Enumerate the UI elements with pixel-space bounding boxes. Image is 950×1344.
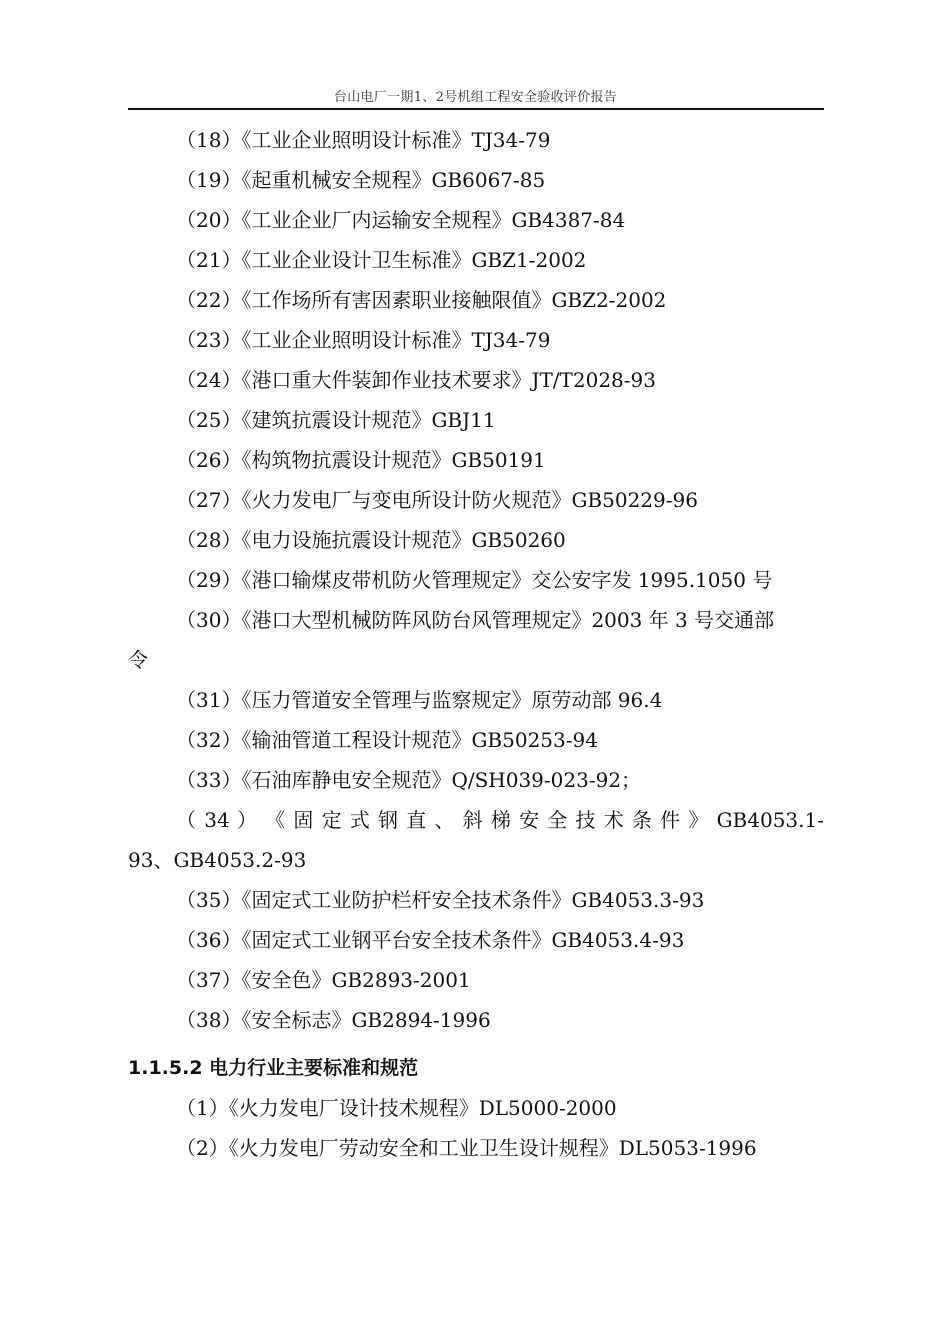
page-header: 台山电厂一期1、2号机组工程安全验收评价报告	[333, 90, 618, 105]
list-item: （21）《工业企业设计卫生标准》GBZ1-2002	[176, 248, 587, 272]
standards-list	[128, 120, 824, 1168]
list-item: （18）《工业企业照明设计标准》TJ34-79	[176, 128, 551, 152]
header-rule	[128, 108, 824, 110]
list-item: （29）《港口输煤皮带机防火管理规定》交公安字发 1995.1050 号	[176, 568, 773, 592]
list-item: （33）《石油库静电安全规范》Q/SH039-023-92；	[176, 768, 642, 792]
list-item: （19）《起重机械安全规程》GB6067-85	[176, 168, 546, 192]
list-item: （24）《港口重大件装卸作业技术要求》JT/T2028-93	[176, 368, 656, 392]
list-item: （25）《建筑抗震设计规范》GBJ11	[176, 408, 496, 432]
list-item: （26）《构筑物抗震设计规范》GB50191	[176, 448, 546, 472]
list-item: （36）《固定式工业钢平台安全技术条件》GB4053.4-93	[176, 928, 685, 952]
list-item: （23）《工业企业照明设计标准》TJ34-79	[176, 328, 551, 352]
list-item: （22）《工作场所有害因素职业接触限值》GBZ2-2002	[176, 288, 667, 312]
list-item: （38）《安全标志》GB2894-1996	[176, 1008, 491, 1032]
list-item: （28）《电力设施抗震设计规范》GB50260	[176, 528, 566, 552]
list-item: （31）《压力管道安全管理与监察规定》原劳动部 96.4	[176, 688, 663, 712]
list-item-34-line2: 93、GB4053.2-93	[128, 848, 307, 872]
list-item-30-line2: 令	[128, 648, 148, 672]
list-item-34-line1: （ 34 ） 《 固 定 式 钢 直 、 斜 梯 安 全 技 术 条 件 》 GB4053.1-	[176, 808, 824, 832]
list-item: （37）《安全色》GB2893-2001	[176, 968, 471, 992]
list-item: （35）《固定式工业防护栏杆安全技术条件》GB4053.3-93	[176, 888, 705, 912]
list-item: （32）《输油管道工程设计规范》GB50253-94	[176, 728, 598, 752]
list-item: （20）《工业企业厂内运输安全规程》GB4387-84	[176, 208, 626, 232]
list-item: （1）《火力发电厂设计技术规程》DL5000-2000	[176, 1096, 617, 1120]
list-item-30-line1: （30）《港口大型机械防阵风防台风管理规定》2003 年 3 号交通部	[176, 608, 775, 632]
list-item: （27）《火力发电厂与变电所设计防火规范》GB50229-96	[176, 488, 698, 512]
list-item: （2）《火力发电厂劳动安全和工业卫生设计规程》DL5053-1996	[176, 1136, 757, 1160]
section-heading: 1.1.5.2 电力行业主要标准和规范	[128, 1057, 419, 1079]
